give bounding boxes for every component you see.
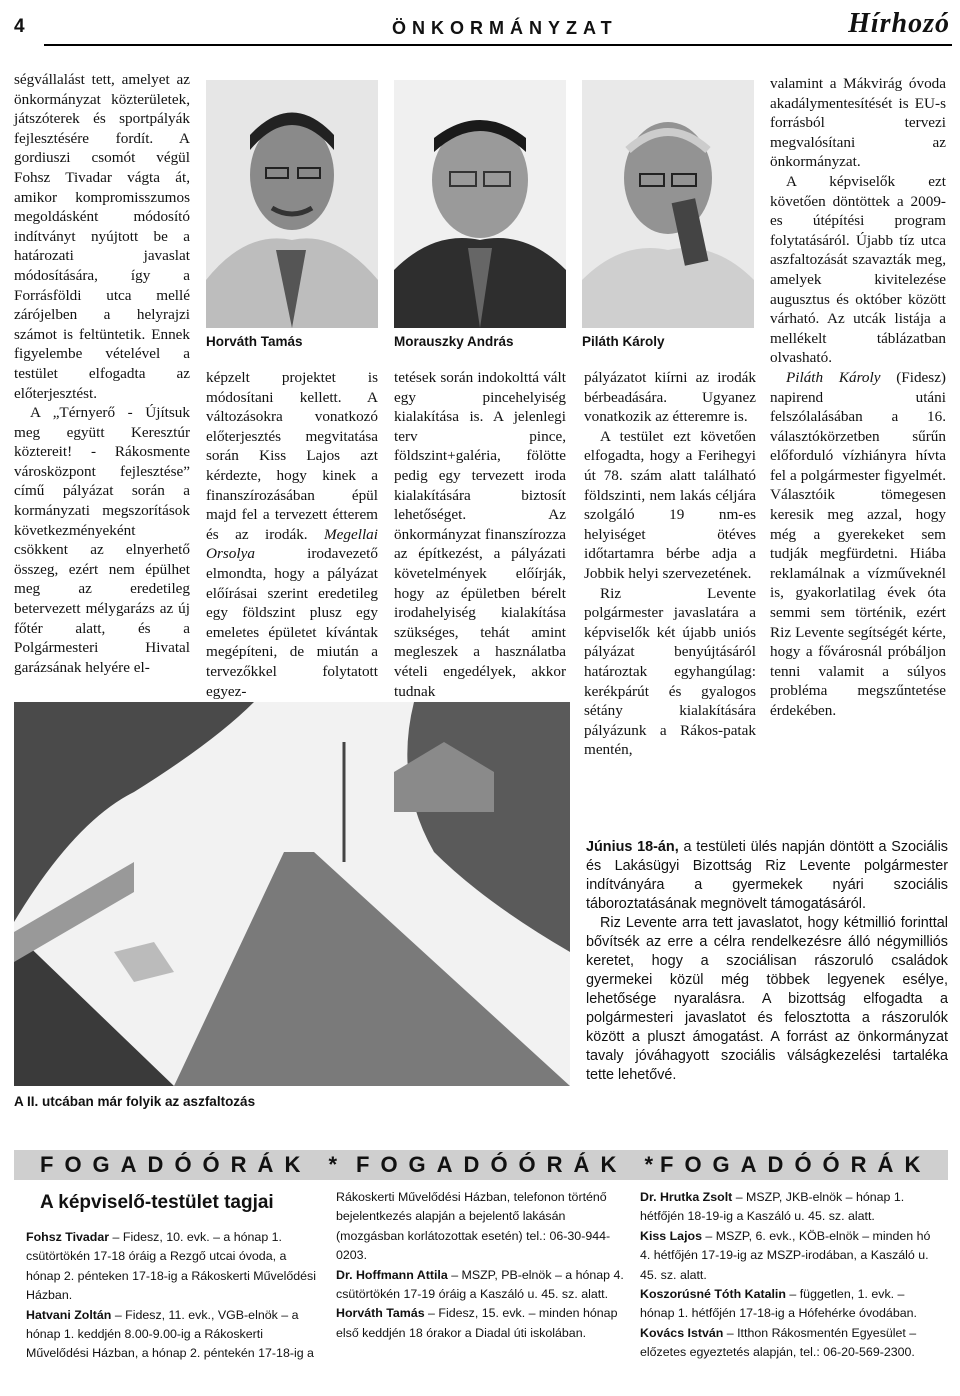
office-hours-entry: [640, 1324, 936, 1363]
banner-text-2: FOGADÓÓRÁK *: [356, 1152, 665, 1177]
office-hours-entry: [26, 1306, 318, 1364]
member-name: Horváth Tamás: [336, 1306, 425, 1321]
street-photo-caption: A II. utcában már folyik az aszfaltozás: [14, 1094, 256, 1109]
member-details: – Fidesz, 15. evk. – minden hónap első keddjén 18 órakor a Diadal úti iskolában.: [336, 1306, 618, 1340]
member-details: – Fidesz, 11. evk., VGB-elnök – a hónap 1. keddjén 8.00-9.00-ig a Rákoskerti Művelődési Házban, a hónap 2. péntekén 17-18-ig a: [26, 1307, 314, 1361]
june-text-1: a testületi ülés napján döntött a Szociális és Lakásügyi Bizottság Riz Levente polgármester indítványára a gyermekek nyári szociális táboroztatásának megnövelt támogatásáról.: [586, 839, 949, 912]
office-hours-entry: [640, 1285, 936, 1324]
banner-text-3: FOGADÓÓRÁK: [660, 1152, 932, 1177]
col5-person-name: Piláth Károly: [786, 368, 881, 386]
office-hours-entry: [26, 1228, 318, 1306]
col2-text-b: irodavezető elmondta, hogy a pályázat előírásai szerint eredetileg egy földszint plusz egy emeletes épületet kívántak megépíteni, de miután a tervezőkkel folytatott egyez-: [206, 545, 378, 700]
portrait-photo-horvath: [206, 80, 378, 328]
banner-text-1: FOGADÓÓRÁK *: [40, 1152, 349, 1177]
member-details: – MSZP, 6. evk., KÖB-elnök – minden hó 4. hétfőjén 17-19-ig az MSZP-irodában, a Kaszáló u. 45. sz. alatt.: [640, 1228, 931, 1282]
member-name: Dr. Hoffmann Attila: [336, 1267, 448, 1282]
member-name: Dr. Hrutka Zsolt: [640, 1190, 733, 1204]
street-photo: [14, 702, 570, 1086]
member-name: Kovács István: [640, 1325, 724, 1340]
office-hours-column-2: [336, 1188, 628, 1343]
council-members-title: A képviselő-testület tagjai: [40, 1192, 274, 1213]
member-name: Fohsz Tivadar: [26, 1230, 110, 1244]
col2-text-a: képzelt projektet is módosítani kellett. A változásokra vonatkozó előterjesztés megvitatása során Kiss Lajos azt kérdezte, hogy kinek a finanszírozásában épül majd fel a tervezett étterem és az irodák.: [206, 369, 378, 543]
article-column-2: [206, 368, 378, 701]
member-name: Hatvani Zoltán: [26, 1307, 112, 1322]
office-hours-entry: [640, 1227, 936, 1285]
col2-paragraph-1: [206, 368, 378, 701]
col3-paragraph-1: tetések során indokolttá vált egy pincehelyiség kialakítása is. A jelenlegi terv pince, földszint+galéria, fölötte pedig egy tervezett iroda kialakítására biztosít lehetőséget. Az önkormányzat finanszírozza az építkezést, a pályázati követelmények előírják, hogy az épületben bérelt irodahelyiség kialakítása szükséges, tehát amint megleszek a használatba vételi engedélyek, akkor tudnak: [394, 369, 566, 700]
office-hours-entry: [336, 1304, 628, 1343]
member-details: – MSZP, PB-elnök – a hónap 4. csütörtökén 17-19 óráig a Kaszáló u. 45. sz. alatt.: [336, 1267, 624, 1302]
office-hours-entry: [336, 1266, 628, 1305]
col4-paragraph-3: Riz Levente polgármester javaslatára a képviselők két újabb uniós pályázat benyújtásáról határoztak egyhangúlag: kerékpárút és gyalogos sétány kialakítására pályázunk a Rákos-patak mentén,: [584, 584, 756, 759]
photo-caption-morauszky: Morauszky András: [394, 334, 514, 349]
article-column-3: [394, 368, 566, 701]
office-hours-column-1: [26, 1228, 318, 1364]
article-column-5: [770, 74, 946, 721]
office-hours-column-3: [640, 1188, 936, 1363]
portrait-photo-morauszky: [394, 80, 566, 328]
member-name: Kiss Lajos: [640, 1228, 702, 1243]
june-paragraph-2: Riz Levente arra tett javaslatot, hogy kétmillió forinttal bővítsék az erre a célra rendelkezésre álló négymilliós keretet, hogy a szociálisan rászoruló családok gyermekei közül még többek legyenek esélye, lehetősége nyaralásra. A bizottság elfogadta a polgármesteri javaslatot és felosztotta a rászorulók között a pluszt ámogatást. A forrást az önkormányzat tavaly jóváhagyott szociális válságkezelési tartaléka tette lehetővé.: [586, 915, 948, 1083]
june-news-box: [586, 838, 948, 1085]
col2-person-name: Megellai Orsolya: [206, 525, 378, 563]
member-details: – MSZP, JKB-elnök – hónap 1. hétfőjén 18-19-ig a Kaszáló u. 45. sz. alatt.: [640, 1190, 905, 1224]
col5-paragraph-3: [770, 368, 946, 721]
article-column-4: [584, 368, 756, 760]
june-lead: Június 18-án,: [586, 839, 679, 855]
office-hours-banner: [14, 1150, 948, 1180]
col5-paragraph-2: A képviselők ezt követően döntöttek a 2009-es útépítési program folytatásáról. Újabb tíz utca aszfaltozását szavazták meg, amelyek kivitelezése augusztus és október között várható. Az utcák listája a mellékelt táblázatban olvasható.: [770, 172, 946, 367]
member-name: Koszorúsné Tóth Katalin: [640, 1287, 786, 1302]
june-paragraph-1: [586, 838, 948, 914]
section-title: ÖNKORMÁNYZAT: [392, 18, 618, 38]
member-details: – Itthon Rákosmentén Egyesület – előzetes egyeztetés alapján, tel.: 06-20-569-2300.: [640, 1325, 917, 1360]
portrait-photo-pilath: [582, 80, 754, 328]
col1-paragraph-1: ségvállalást tett, amelyet az önkormányzat közterületek, játszóterek és sportpályák fejlesztésére fordít. A gordiuszi csomót végül Fohsz Tivadar vágta át, amikor kompromisszumos megoldásként módosító indítványt nyújtott be a határozati javaslat módosítására, így a Forrásföldi utca mellé zárójelben a helyrajzi számot is feltüntetik. Ennek figyelembe vételével a testület elfogadta az előterjesztést.: [14, 71, 190, 402]
photo-caption-horvath: Horváth Tamás: [206, 334, 303, 349]
article-column-1: [14, 70, 190, 677]
member-details: – Fidesz, 10. evk. – a hónap 1. csütörtökén 17-18 óráig a Rezgő utcai óvoda, a hónap 2. pénteken 17-18-ig a Rákoskerti Művelődési Házban.: [26, 1230, 316, 1303]
col4-paragraph-2: A testület ezt követően elfogadta, hogy a Ferihegyi út 78. szám alatt található földszinti, nem lakás céljára szolgáló 19 nm-es helyiséget ötéves időtartamra bérbe adja a Jobbik helyi szervezetének.: [584, 427, 756, 582]
page-number: 4: [14, 16, 25, 37]
col5-paragraph-1: valamint a Mákvirág óvoda akadálymentesítését is EU-s forrásból tervezi megvalósítani az önkormányzat.: [770, 75, 946, 171]
newspaper-logo: Hírhozó: [848, 8, 950, 39]
office-hours-continuation: Rákoskerti Művelődési Házban, telefonon történő bejelentkezés alapján a bejelentő lakásán (mozgásban korlátozottak esetén) tel.: 06-30-944-0203.: [336, 1190, 611, 1263]
col1-paragraph-2: A „Térnyerő - Újítsuk meg együtt Keresztúr köztereit! - Rákosmente városközpont fejlesztése” című pályázat során a kormányzati megszorítások következményeként csökkent az elnyerhető összeg, ezért nem épülhet meg az eredetileg betervezett mélygarázs az új főtér alatt, és a Polgármesteri Hivatal garázsának helyére el-: [14, 404, 190, 676]
col4-paragraph-1: pályázatot kiírni az irodák bérbeadására. Ugyanez vonatkozik az étteremre is.: [584, 369, 756, 426]
member-details: – független, 1. evk. – hónap 1. hétfőjén 17-18-ig a Hófehérke óvodában.: [640, 1287, 917, 1321]
office-hours-entry: [640, 1188, 936, 1227]
photo-caption-pilath: Piláth Károly: [582, 334, 665, 349]
col5-text: (Fidesz) napirend utáni felszólalásában a 16. választókörzetben sűrűn előforduló vízhiányra hívta fel a polgármester figyelmét. Választóik tömegesen keresik meg azzal, hogy még a gyerekeket sem tudják megfürdetni. Hiába reklamálnak a vízműveknél is, gyakorlatilag évek óta semmi sem történik, ezért Riz Levente segítségét kérte, hogy a fővárosnál próbáljon tenni valamit a súlyos probléma megszűntetése érdekében.: [770, 368, 946, 719]
